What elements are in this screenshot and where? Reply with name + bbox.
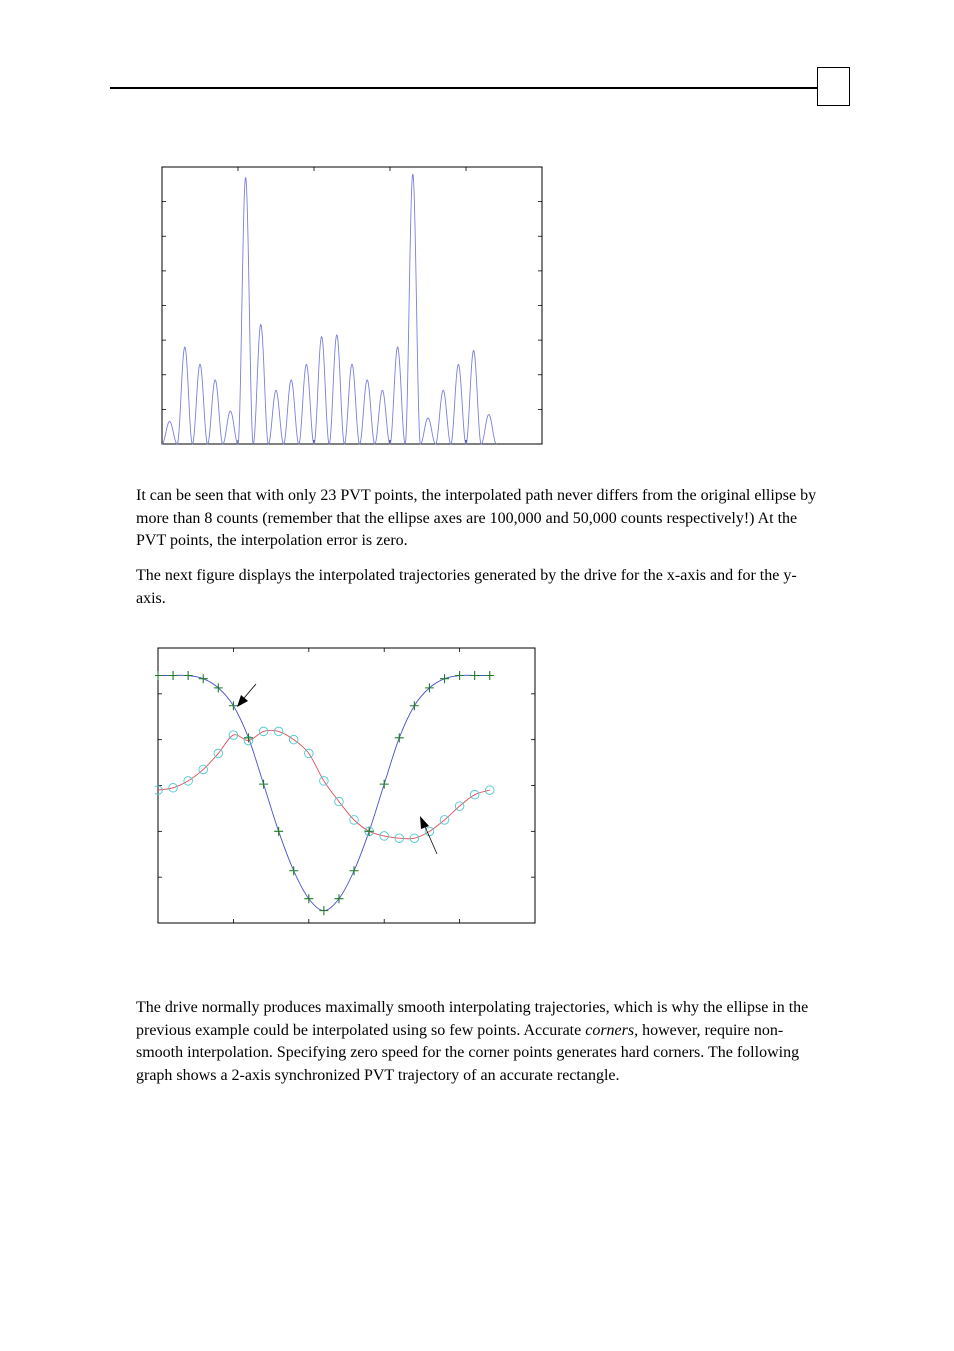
paragraph-corners: [136, 997, 826, 1087]
paragraph-error-result: It can be seen that with only 23 PVT points, the interpolated path never differs from the original ellipse by more than 8 counts (remember that the ellipse axes are 100,000 and 50,000 counts respectively!) At the PVT points, the interpolation error is zero.: [136, 487, 817, 549]
x-pvt-point-marker: [470, 671, 479, 680]
paragraph-corners-emphasis: corners: [585, 1021, 635, 1039]
x-pvt-point-marker: [334, 894, 343, 903]
x-pvt-point-marker: [289, 866, 298, 875]
x-axis-pointer-arrow-icon: [237, 695, 248, 707]
plot-frame: [158, 648, 535, 923]
header-rule: [110, 87, 818, 89]
x-pvt-point-marker: [485, 671, 494, 680]
x-axis-pvt-points: [155, 671, 494, 915]
trajectory-plot: [155, 646, 539, 926]
x-pvt-point-marker: [259, 780, 268, 789]
x-pvt-point-marker: [169, 671, 178, 680]
y-axis-trajectory: [158, 730, 490, 838]
x-pvt-point-marker: [395, 733, 404, 742]
plot-frame: [162, 167, 542, 444]
error-plot: [160, 165, 545, 447]
x-pvt-point-marker: [440, 674, 449, 683]
x-pvt-point-marker: [350, 866, 359, 875]
x-pvt-point-marker: [410, 701, 419, 710]
x-pvt-point-marker: [199, 674, 208, 683]
x-axis-trajectory: [158, 675, 490, 910]
paragraph-next-figure: The next figure displays the interpolated trajectories generated by the drive for the x-axis and for the y-axis.: [136, 567, 797, 607]
x-pvt-point-marker: [184, 671, 193, 680]
page-number-box: [817, 67, 850, 106]
x-pvt-point-marker: [455, 671, 464, 680]
x-pvt-point-marker: [274, 827, 283, 836]
plot-ticks: [158, 648, 535, 923]
y-axis-pvt-points: [155, 727, 494, 842]
trajectory-plot-svg: [155, 646, 539, 926]
plot-ticks: [162, 167, 542, 444]
error-plot-svg: [160, 165, 545, 447]
paragraph-corners-end: , however, require non-smooth interpolation. Specifying zero speed for the corner points generates hard corners. The following graph shows a 2-axis synchronized PVT trajectory of an accurate rectangle.: [136, 1021, 800, 1084]
x-pvt-point-marker: [155, 671, 163, 680]
x-pvt-point-marker: [244, 733, 253, 742]
x-pvt-point-marker: [380, 780, 389, 789]
x-pvt-point-marker: [229, 701, 238, 710]
x-pvt-point-marker: [304, 894, 313, 903]
paragraph-corners-start: The drive normally produces maximally smooth interpolating trajectories, which is why the ellipse in the previous example could be interpolated using so few points. Accurate: [136, 999, 809, 1039]
x-pvt-point-marker: [319, 906, 328, 915]
error-curve: [162, 174, 496, 444]
